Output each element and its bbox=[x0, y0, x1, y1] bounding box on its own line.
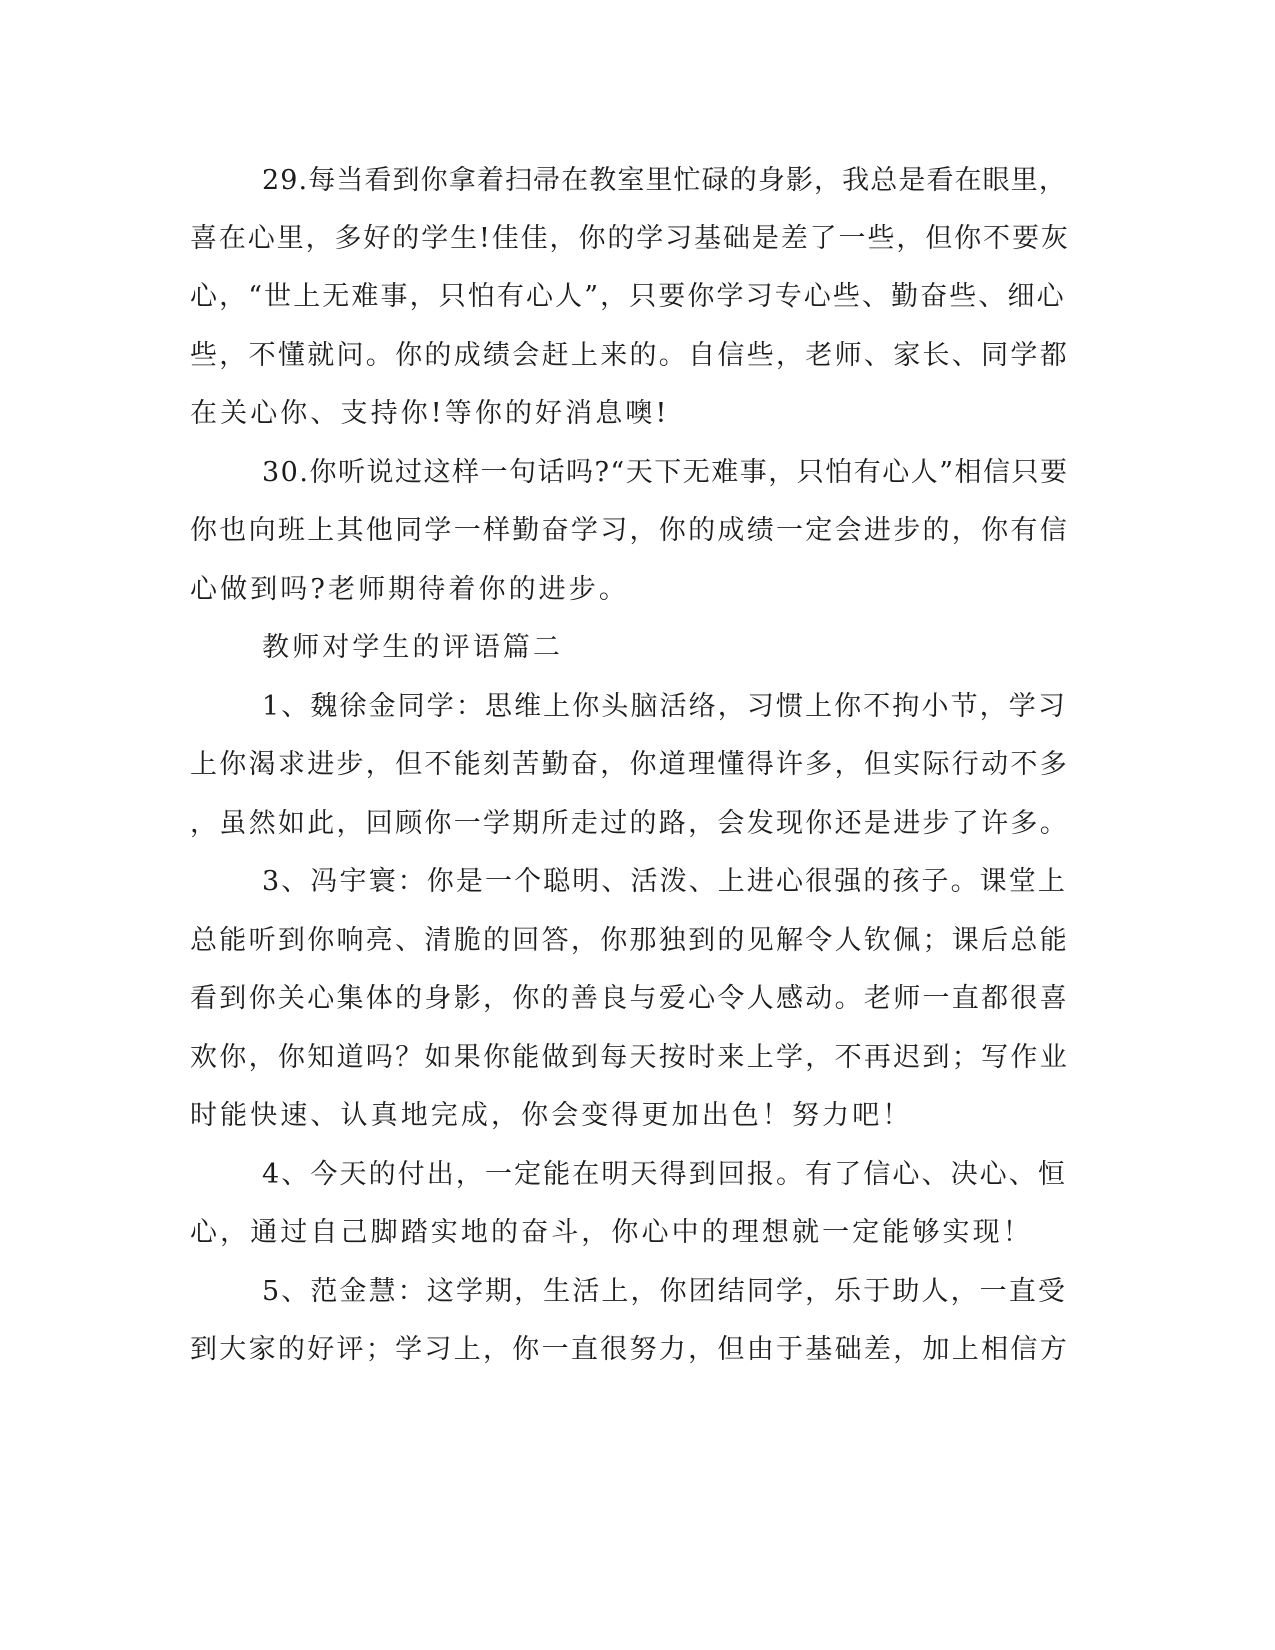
text-line: 心，通过自己脚踏实地的奋斗，你心中的理想就一定能够实现！ bbox=[190, 1217, 1033, 1248]
text-line: 心，“世上无难事，只怕有心人”，只要你学习专心些、勤奋些、细心 bbox=[190, 281, 1066, 312]
text-line: 30.你听说过这样一句话吗?“天下无难事，只怕有心人”相信只要 bbox=[262, 457, 1069, 488]
text-line: 你也向班上其他同学一样勤奋学习，你的成绩一定会进步的，你有信 bbox=[190, 515, 1069, 546]
section-heading: 教师对学生的评语篇二 bbox=[262, 632, 563, 663]
text-line: 3、冯宇寰：你是一个聪明、活泼、上进心很强的孩子。课堂上 bbox=[262, 866, 1067, 897]
text-line: 喜在心里，多好的学生!佳佳，你的学习基础是差了一些，但你不要灰 bbox=[190, 223, 1070, 254]
text-line: 总能听到你响亮、清脆的回答，你那独到的见解令人钦佩；课后总能 bbox=[190, 925, 1069, 956]
text-line: 29.每当看到你拿着扫帚在教室里忙碌的身影，我总是看在眼里， bbox=[262, 165, 1067, 196]
text-line: 看到你关心集体的身影，你的善良与爱心令人感动。老师一直都很喜 bbox=[190, 983, 1069, 1014]
text-line: 在关心你、支持你!等你的好消息噢! bbox=[190, 398, 670, 429]
text-line: 上你渴求进步，但不能刻苦勤奋，你道理懂得许多，但实际行动不多 bbox=[190, 749, 1069, 780]
text-line: 1、魏徐金同学：思维上你头脑活络，习惯上你不拘小节，学习 bbox=[262, 691, 1067, 722]
text-line: 到大家的好评；学习上，你一直很努力，但由于基础差，加上相信方 bbox=[190, 1334, 1069, 1365]
text-line: 4、今天的付出，一定能在明天得到回报。有了信心、决心、恒 bbox=[262, 1159, 1067, 1190]
text-line: 5、范金慧：这学期，生活上，你团结同学，乐于助人，一直受 bbox=[262, 1276, 1067, 1307]
text-line: 心做到吗?老师期待着你的进步。 bbox=[190, 574, 629, 605]
text-line: 欢你，你知道吗？如果你能做到每天按时来上学，不再迟到；写作业 bbox=[190, 1042, 1069, 1073]
text-line: 时能快速、认真地完成，你会变得更加出色！努力吧！ bbox=[190, 1100, 913, 1131]
text-line: 些，不懂就问。你的成绩会赶上来的。自信些，老师、家长、同学都 bbox=[190, 340, 1069, 371]
text-line: ，虽然如此，回顾你一学期所走过的路，会发现你还是进步了许多。 bbox=[190, 808, 1069, 839]
